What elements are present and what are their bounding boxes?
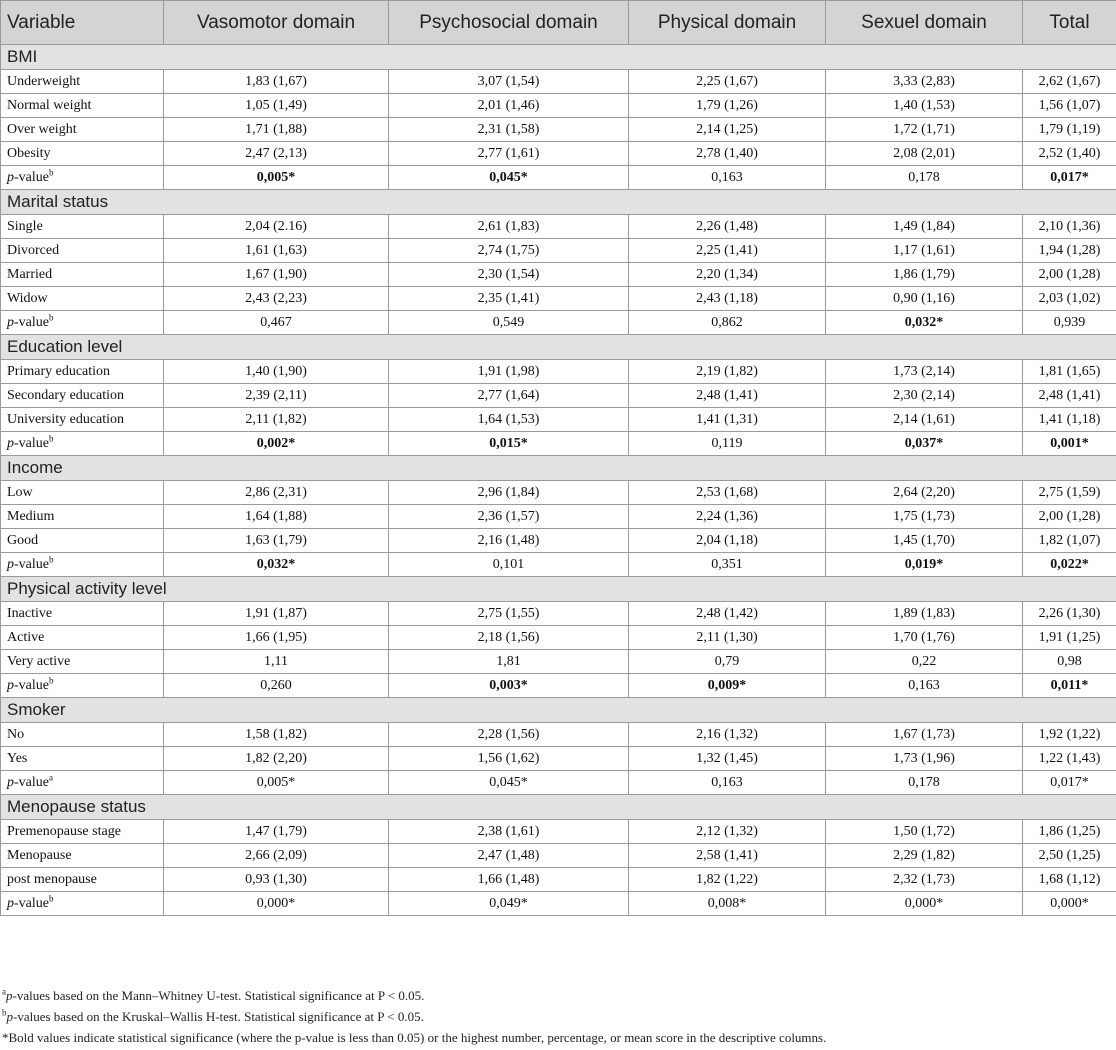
table-cell: 0,000* — [826, 892, 1023, 916]
table-cell: 0,467 — [164, 311, 389, 335]
table-cell: 2,25 (1,67) — [629, 70, 826, 94]
table-cell: 1,75 (1,73) — [826, 505, 1023, 529]
row-label — [1, 311, 164, 335]
table-cell: 0,017* — [1023, 166, 1116, 190]
table-cell: 0,178 — [826, 166, 1023, 190]
table-cell: 2,11 (1,30) — [629, 626, 826, 650]
row-label-text: University education — [7, 411, 125, 427]
table-cell: 2,24 (1,36) — [629, 505, 826, 529]
table-row — [1, 142, 1116, 166]
footnote-marker: b — [2, 1007, 7, 1018]
footnote-mark: b — [48, 892, 54, 903]
table-row — [1, 118, 1116, 142]
table-row — [1, 287, 1116, 311]
table-cell: 2,04 (1,18) — [629, 529, 826, 553]
pvalue-row — [1, 553, 1116, 577]
row-label-text: p-value — [7, 677, 49, 693]
table-cell: 2,50 (1,25) — [1023, 844, 1116, 868]
row-label-text: p-value — [7, 774, 49, 790]
pvalue-row — [1, 311, 1116, 335]
table-cell: 2,64 (2,20) — [826, 481, 1023, 505]
row-label-text: Divorced — [7, 242, 60, 258]
table-cell: 1,79 (1,19) — [1023, 118, 1116, 142]
table-cell: 1,82 (1,07) — [1023, 529, 1116, 553]
table-cell: 1,79 (1,26) — [629, 94, 826, 118]
table-cell: 1,86 (1,79) — [826, 263, 1023, 287]
row-label-text: Secondary education — [7, 387, 125, 403]
table-cell: 2,36 (1,57) — [389, 505, 629, 529]
table-cell: 1,45 (1,70) — [826, 529, 1023, 553]
table-cell: 1,67 (1,90) — [164, 263, 389, 287]
table-cell: 2,43 (1,18) — [629, 287, 826, 311]
table-cell: 2,11 (1,82) — [164, 408, 389, 432]
row-label — [1, 239, 164, 263]
table-cell: 2,61 (1,83) — [389, 215, 629, 239]
table-cell: 0,002* — [164, 432, 389, 456]
section-title: Smoker — [1, 698, 1116, 723]
table-cell: 2,30 (1,54) — [389, 263, 629, 287]
table-cell: 2,00 (1,28) — [1023, 263, 1116, 287]
table-cell: 0,017* — [1023, 771, 1116, 795]
pvalue-row — [1, 166, 1116, 190]
table-row — [1, 844, 1116, 868]
table-cell: 2,00 (1,28) — [1023, 505, 1116, 529]
footnote-text: -values based on the Kruskal–Wallis H-test. Statistical significance at P < 0.05. — [13, 1009, 424, 1024]
row-label — [1, 287, 164, 311]
table-cell: 0,008* — [629, 892, 826, 916]
table-cell: 2,30 (2,14) — [826, 384, 1023, 408]
table-row — [1, 481, 1116, 505]
table-cell: 1,91 (1,87) — [164, 602, 389, 626]
table-row — [1, 384, 1116, 408]
table-cell: 0,049* — [389, 892, 629, 916]
row-label-text: p-value — [7, 435, 49, 451]
row-label-text: Widow — [7, 290, 48, 306]
table-cell: 2,74 (1,75) — [389, 239, 629, 263]
section-title: Education level — [1, 335, 1116, 360]
row-label-text: Premenopause stage — [7, 823, 121, 839]
row-label-text: Primary education — [7, 363, 111, 379]
footnote-text: -values based on the Mann–Whitney U-test. Statistical significance at P < 0.05. — [12, 988, 425, 1003]
table-cell: 0,037* — [826, 432, 1023, 456]
footnote-italic-lead: p — [6, 988, 13, 1003]
table-cell: 1,41 (1,18) — [1023, 408, 1116, 432]
table-cell: 2,19 (1,82) — [629, 360, 826, 384]
row-label-text: p-value — [7, 895, 49, 911]
section-title: BMI — [1, 45, 1116, 70]
row-label — [1, 868, 164, 892]
table-body — [1, 45, 1116, 916]
table-cell: 0,045* — [389, 166, 629, 190]
table-cell: 1,94 (1,28) — [1023, 239, 1116, 263]
table-cell: 2,48 (1,41) — [1023, 384, 1116, 408]
row-label — [1, 602, 164, 626]
section-row — [1, 456, 1116, 481]
row-label — [1, 892, 164, 916]
row-label — [1, 408, 164, 432]
row-label-text: Menopause — [7, 847, 72, 863]
row-label — [1, 215, 164, 239]
row-label — [1, 263, 164, 287]
table-cell: 2,03 (1,02) — [1023, 287, 1116, 311]
table-row — [1, 215, 1116, 239]
table-cell: 2,39 (2,11) — [164, 384, 389, 408]
table-cell: 2,77 (1,61) — [389, 142, 629, 166]
table-cell: 2,47 (2,13) — [164, 142, 389, 166]
table-cell: 0,939 — [1023, 311, 1116, 335]
table-cell: 2,14 (1,61) — [826, 408, 1023, 432]
row-label — [1, 626, 164, 650]
table-cell: 2,12 (1,32) — [629, 820, 826, 844]
table-cell: 2,08 (2,01) — [826, 142, 1023, 166]
table-cell: 2,25 (1,41) — [629, 239, 826, 263]
table-cell: 1,89 (1,83) — [826, 602, 1023, 626]
row-label-text: Medium — [7, 508, 55, 524]
row-label — [1, 747, 164, 771]
table-cell: 2,14 (1,25) — [629, 118, 826, 142]
row-label-text: Over weight — [7, 121, 77, 137]
row-label-text: Inactive — [7, 605, 53, 621]
table-cell: 0,045* — [389, 771, 629, 795]
table-cell: 2,66 (2,09) — [164, 844, 389, 868]
table-cell: 2,01 (1,46) — [389, 94, 629, 118]
footnote-mark: b — [48, 553, 54, 564]
footnote-mark: b — [48, 432, 54, 443]
table-cell: 1,32 (1,45) — [629, 747, 826, 771]
table-cell: 0,93 (1,30) — [164, 868, 389, 892]
table-cell: 1,11 — [164, 650, 389, 674]
table-cell: 0,009* — [629, 674, 826, 698]
table-cell: 0,032* — [826, 311, 1023, 335]
table-cell: 2,35 (1,41) — [389, 287, 629, 311]
table-cell: 0,22 — [826, 650, 1023, 674]
header-sexuel: Sexuel domain — [826, 1, 1023, 45]
table-cell: 1,82 (1,22) — [629, 868, 826, 892]
section-row — [1, 577, 1116, 602]
table-cell: 0,862 — [629, 311, 826, 335]
table-cell: 1,82 (2,20) — [164, 747, 389, 771]
table-cell: 2,75 (1,59) — [1023, 481, 1116, 505]
table-row — [1, 94, 1116, 118]
table-cell: 2,86 (2,31) — [164, 481, 389, 505]
header-variable: Variable — [1, 1, 164, 45]
table-cell: 0,015* — [389, 432, 629, 456]
row-label — [1, 94, 164, 118]
table-cell: 1,81 — [389, 650, 629, 674]
table-cell: 0,163 — [629, 166, 826, 190]
table-cell: 0,79 — [629, 650, 826, 674]
row-label-text: Low — [7, 484, 33, 500]
row-label — [1, 820, 164, 844]
footnote-marker: a — [2, 986, 6, 997]
table-cell: 1,05 (1,49) — [164, 94, 389, 118]
row-label-text: No — [7, 726, 25, 742]
table-cell: 0,001* — [1023, 432, 1116, 456]
table-cell: 2,48 (1,41) — [629, 384, 826, 408]
row-label-text: Obesity — [7, 145, 51, 161]
table-cell: 2,78 (1,40) — [629, 142, 826, 166]
footnote-mark: b — [48, 166, 54, 177]
table-cell: 1,66 (1,95) — [164, 626, 389, 650]
table-cell: 2,75 (1,55) — [389, 602, 629, 626]
table-cell: 0,163 — [629, 771, 826, 795]
table-cell: 1,41 (1,31) — [629, 408, 826, 432]
section-row — [1, 795, 1116, 820]
footnote — [2, 1027, 1112, 1048]
table-cell: 2,31 (1,58) — [389, 118, 629, 142]
table-cell: 2,47 (1,48) — [389, 844, 629, 868]
table-cell: 0,351 — [629, 553, 826, 577]
table-cell: 2,48 (1,42) — [629, 602, 826, 626]
row-label — [1, 674, 164, 698]
table-row — [1, 505, 1116, 529]
section-row — [1, 45, 1116, 70]
section-row — [1, 698, 1116, 723]
section-title: Income — [1, 456, 1116, 481]
table-cell: 2,43 (2,23) — [164, 287, 389, 311]
row-label — [1, 142, 164, 166]
table-row — [1, 360, 1116, 384]
row-label — [1, 384, 164, 408]
pvalue-row — [1, 674, 1116, 698]
row-label — [1, 529, 164, 553]
table-cell: 1,50 (1,72) — [826, 820, 1023, 844]
row-label — [1, 771, 164, 795]
table-row — [1, 529, 1116, 553]
table-cell: 1,67 (1,73) — [826, 723, 1023, 747]
row-label-text: Yes — [7, 750, 28, 766]
row-label — [1, 118, 164, 142]
table-cell: 1,86 (1,25) — [1023, 820, 1116, 844]
table-cell: 1,49 (1,84) — [826, 215, 1023, 239]
table-cell: 0,98 — [1023, 650, 1116, 674]
table-cell: 2,58 (1,41) — [629, 844, 826, 868]
table-cell: 2,96 (1,84) — [389, 481, 629, 505]
table-cell: 0,022* — [1023, 553, 1116, 577]
table-cell: 0,000* — [1023, 892, 1116, 916]
row-label — [1, 844, 164, 868]
row-label — [1, 650, 164, 674]
table-cell: 1,56 (1,07) — [1023, 94, 1116, 118]
header-row — [1, 1, 1116, 45]
table-cell: 0,260 — [164, 674, 389, 698]
table-cell: 1,17 (1,61) — [826, 239, 1023, 263]
table-cell: 1,73 (1,96) — [826, 747, 1023, 771]
row-label-text: Single — [7, 218, 43, 234]
table-cell: 3,07 (1,54) — [389, 70, 629, 94]
footnote — [2, 1006, 1112, 1027]
table-cell: 0,101 — [389, 553, 629, 577]
table-cell: 0,178 — [826, 771, 1023, 795]
table-cell: 1,56 (1,62) — [389, 747, 629, 771]
row-label — [1, 505, 164, 529]
pvalue-row — [1, 432, 1116, 456]
section-row — [1, 190, 1116, 215]
table-cell: 1,81 (1,65) — [1023, 360, 1116, 384]
section-row — [1, 335, 1116, 360]
table-cell: 2,53 (1,68) — [629, 481, 826, 505]
table-cell: 2,16 (1,48) — [389, 529, 629, 553]
row-label — [1, 723, 164, 747]
table-cell: 1,72 (1,71) — [826, 118, 1023, 142]
footnote-mark: b — [48, 311, 54, 322]
row-label-text: p-value — [7, 314, 49, 330]
row-label — [1, 166, 164, 190]
table-cell: 2,26 (1,30) — [1023, 602, 1116, 626]
table-cell: 2,28 (1,56) — [389, 723, 629, 747]
table-cell: 1,92 (1,22) — [1023, 723, 1116, 747]
table-cell: 1,64 (1,88) — [164, 505, 389, 529]
table-cell: 0,005* — [164, 166, 389, 190]
table-cell: 2,38 (1,61) — [389, 820, 629, 844]
row-label — [1, 432, 164, 456]
header-total: Total — [1023, 1, 1116, 45]
table-cell: 0,019* — [826, 553, 1023, 577]
table-cell: 1,63 (1,79) — [164, 529, 389, 553]
header-psychosocial: Psychosocial domain — [389, 1, 629, 45]
table-cell: 0,005* — [164, 771, 389, 795]
table-cell: 1,61 (1,63) — [164, 239, 389, 263]
table-cell: 1,22 (1,43) — [1023, 747, 1116, 771]
footnote-mark: b — [48, 674, 54, 685]
table-row — [1, 602, 1116, 626]
footnote-italic-lead: p — [6, 1009, 13, 1024]
pvalue-row — [1, 771, 1116, 795]
section-title: Marital status — [1, 190, 1116, 215]
table-cell: 2,26 (1,48) — [629, 215, 826, 239]
table-cell: 1,70 (1,76) — [826, 626, 1023, 650]
table-cell: 1,71 (1,88) — [164, 118, 389, 142]
table-row — [1, 747, 1116, 771]
row-label — [1, 360, 164, 384]
table-row — [1, 70, 1116, 94]
row-label-text: Active — [7, 629, 45, 645]
table-cell: 1,40 (1,53) — [826, 94, 1023, 118]
table-cell: 1,91 (1,25) — [1023, 626, 1116, 650]
table-cell: 0,032* — [164, 553, 389, 577]
header-vasomotor: Vasomotor domain — [164, 1, 389, 45]
row-label — [1, 481, 164, 505]
table-row — [1, 723, 1116, 747]
table-cell: 2,18 (1,56) — [389, 626, 629, 650]
table-cell: 2,29 (1,82) — [826, 844, 1023, 868]
table-cell: 1,68 (1,12) — [1023, 868, 1116, 892]
table-cell: 1,66 (1,48) — [389, 868, 629, 892]
table-cell: 1,73 (2,14) — [826, 360, 1023, 384]
row-label-text: Underweight — [7, 73, 81, 89]
footnote-text: *Bold values indicate statistical significance (where the p-value is less than 0.05) or the highest number, percentage, or mean score in the descriptive columns. — [2, 1030, 827, 1045]
footnote-mark: a — [48, 771, 53, 782]
table-cell: 2,20 (1,34) — [629, 263, 826, 287]
table-cell: 2,52 (1,40) — [1023, 142, 1116, 166]
row-label-text: p-value — [7, 556, 49, 572]
table-cell: 2,04 (2.16) — [164, 215, 389, 239]
table-cell: 0,003* — [389, 674, 629, 698]
table-cell: 1,83 (1,67) — [164, 70, 389, 94]
footnote — [2, 985, 1112, 1006]
row-label-text: p-value — [7, 169, 49, 185]
footnotes — [2, 985, 1112, 1048]
row-label — [1, 553, 164, 577]
table-cell: 0,163 — [826, 674, 1023, 698]
pvalue-row — [1, 892, 1116, 916]
table-row — [1, 868, 1116, 892]
table-cell: 1,91 (1,98) — [389, 360, 629, 384]
table-row — [1, 820, 1116, 844]
table-cell: 2,62 (1,67) — [1023, 70, 1116, 94]
row-label-text: Good — [7, 532, 39, 548]
table-cell: 2,32 (1,73) — [826, 868, 1023, 892]
table-cell: 0,000* — [164, 892, 389, 916]
table-cell: 1,47 (1,79) — [164, 820, 389, 844]
table-cell: 1,40 (1,90) — [164, 360, 389, 384]
header-physical: Physical domain — [629, 1, 826, 45]
table-cell: 0,011* — [1023, 674, 1116, 698]
table-cell: 0,549 — [389, 311, 629, 335]
row-label-text: Married — [7, 266, 53, 282]
table-row — [1, 263, 1116, 287]
table-cell: 0,90 (1,16) — [826, 287, 1023, 311]
table-cell: 2,16 (1,32) — [629, 723, 826, 747]
table-cell: 2,77 (1,64) — [389, 384, 629, 408]
table-cell: 1,64 (1,53) — [389, 408, 629, 432]
row-label-text: post menopause — [7, 871, 97, 887]
table-row — [1, 239, 1116, 263]
section-title: Menopause status — [1, 795, 1116, 820]
table-row — [1, 650, 1116, 674]
table-cell: 2,10 (1,36) — [1023, 215, 1116, 239]
table-row — [1, 408, 1116, 432]
row-label-text: Normal weight — [7, 97, 92, 113]
row-label-text: Very active — [7, 653, 71, 669]
table-cell: 0,119 — [629, 432, 826, 456]
table-cell: 1,58 (1,82) — [164, 723, 389, 747]
row-label — [1, 70, 164, 94]
section-title: Physical activity level — [1, 577, 1116, 602]
table-cell: 3,33 (2,83) — [826, 70, 1023, 94]
table-row — [1, 626, 1116, 650]
